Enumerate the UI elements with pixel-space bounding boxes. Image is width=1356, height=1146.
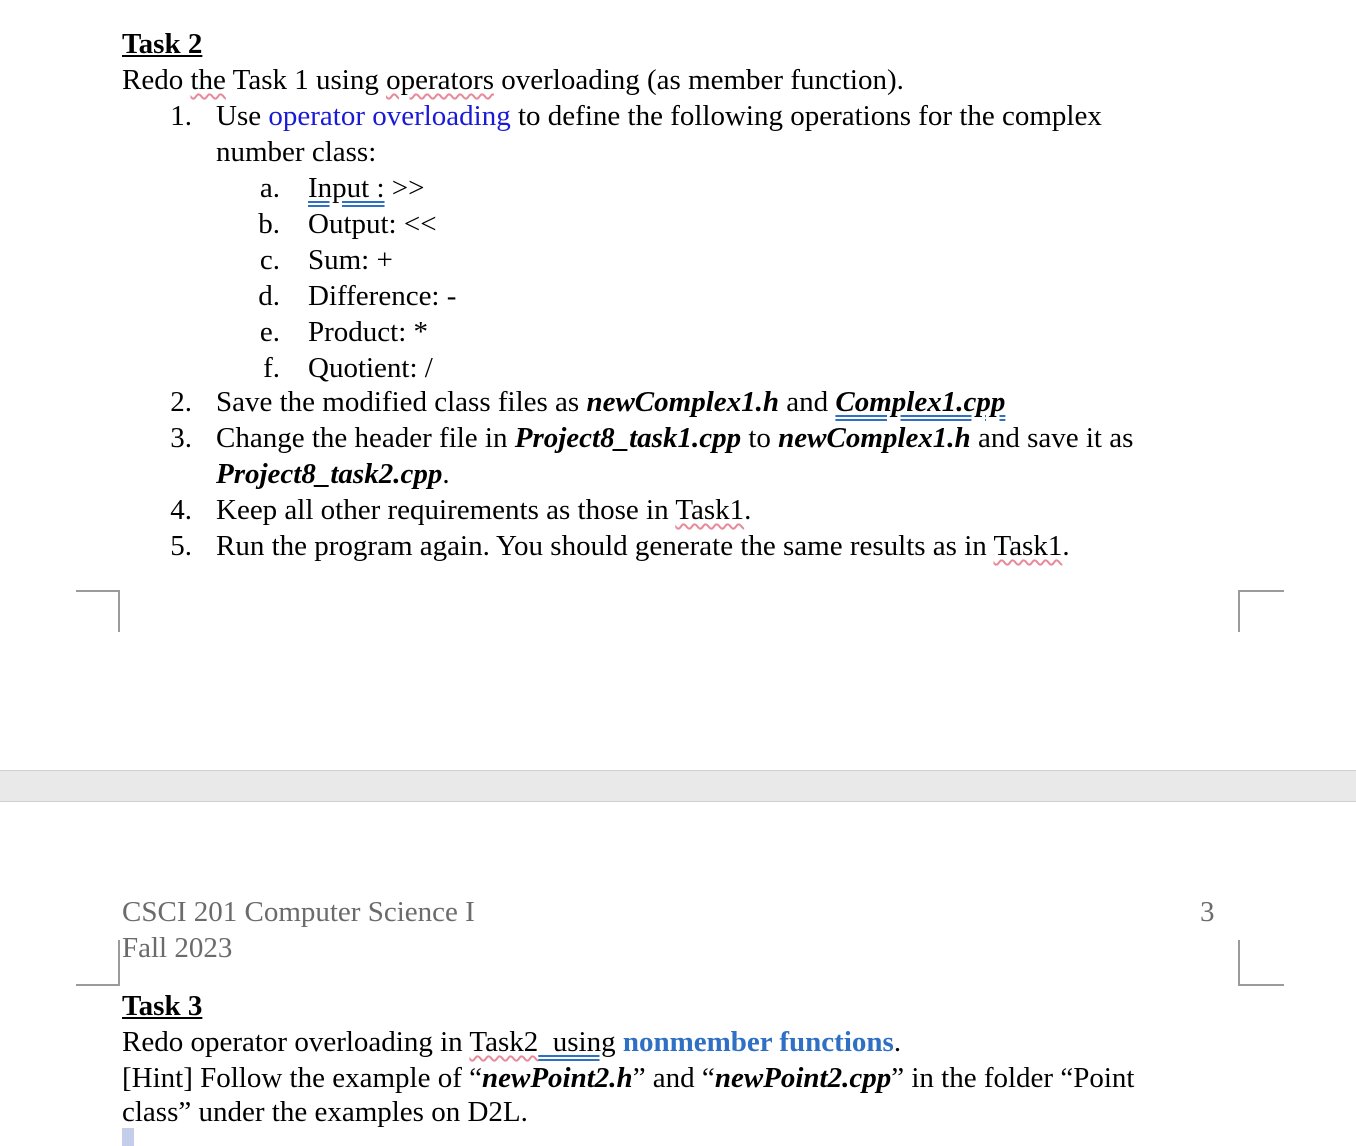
task2-item-3-continued: Project8_task2.cpp. bbox=[216, 458, 450, 490]
task3-line-1: Redo operator overloading in Task2 using nonmember functions. bbox=[122, 1026, 902, 1058]
crop-mark-bottom-left bbox=[76, 590, 120, 632]
document-page-1: Task 2 Redo the Task 1 using operators overloading (as member function). 1. Use operator overloading to define the following operations for the complex number class: a. Input : >> b. Output: << c. Sum: + d. Difference: - e. Product: * f. Quotient: / 2. Save the modified class files as newComplex1.h and Complex1.cpp 3. Change the header file in Project8_task1.cpp to newComplex1.h and save it as Project8_task2.cpp. 4. Keep all other requirements as those in Task1. 5. Run the program again. You should generate the same results as in Task1. bbox=[0, 0, 1356, 770]
task2-item-1-continued: number class: bbox=[216, 136, 377, 168]
page-break-gap bbox=[0, 770, 1356, 802]
crop-mark-bottom-right bbox=[1238, 590, 1284, 632]
text-cursor[interactable] bbox=[122, 1128, 134, 1146]
task3-line-3: class” under the examples on D2L. bbox=[122, 1096, 528, 1128]
task2-intro: Redo the Task 1 using operators overloading (as member function). bbox=[122, 64, 904, 96]
header-term: Fall 2023 bbox=[122, 932, 233, 964]
crop-mark-top-right bbox=[1238, 940, 1284, 986]
task2-title: Task 2 bbox=[122, 28, 203, 60]
header-course: CSCI 201 Computer Science I bbox=[122, 896, 475, 928]
operator-overloading-link[interactable]: operator overloading bbox=[268, 100, 511, 132]
document-page-2 bbox=[0, 802, 1356, 1146]
header-page-number: 3 bbox=[1200, 896, 1215, 928]
task3-line-2: [Hint] Follow the example of “newPoint2.h” and “newPoint2.cpp” in the folder “Point bbox=[122, 1062, 1135, 1094]
task3-title: Task 3 bbox=[122, 990, 203, 1022]
crop-mark-top-left bbox=[76, 940, 120, 986]
